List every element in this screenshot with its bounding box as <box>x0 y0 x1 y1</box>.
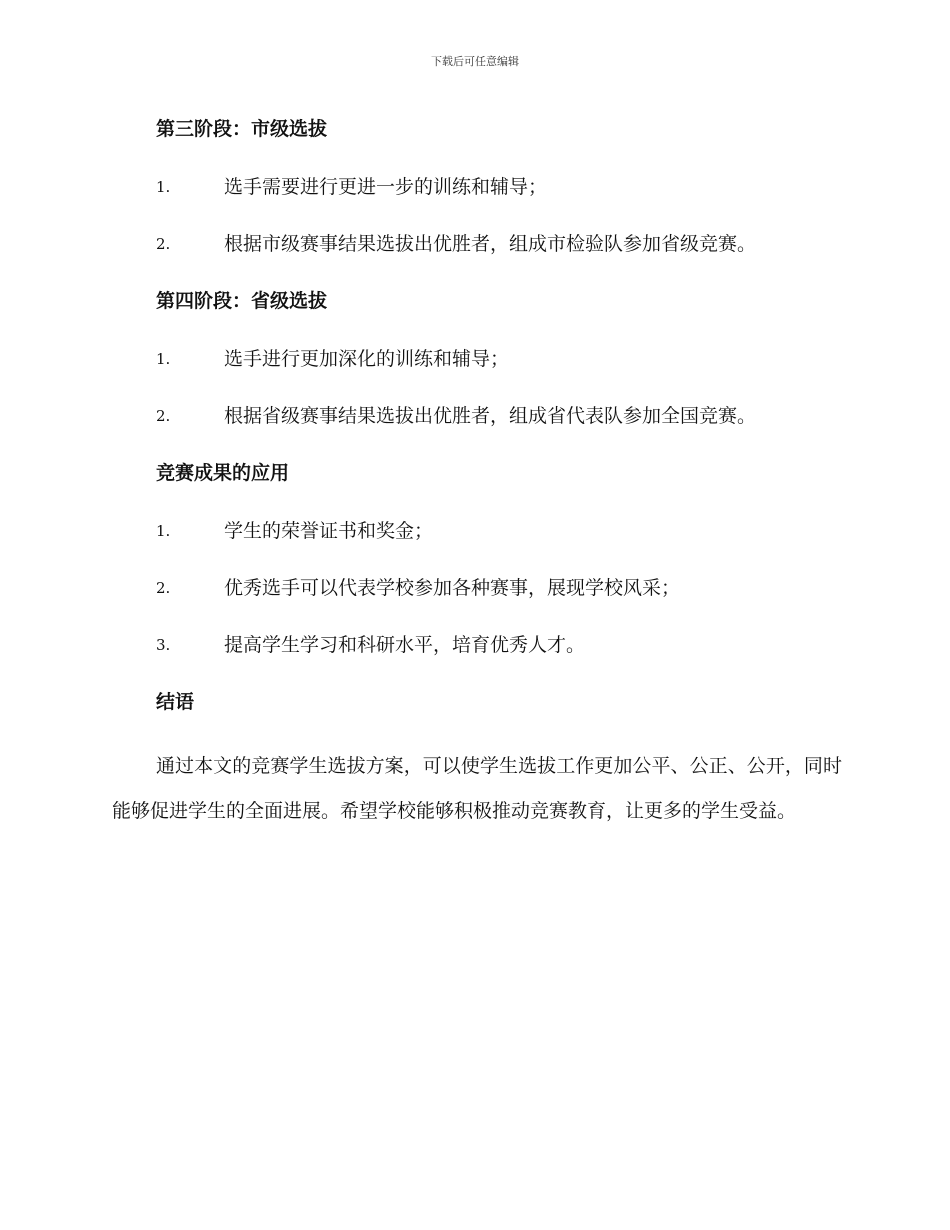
section-heading-stage3: 第三阶段：市级选拔 <box>156 118 328 140</box>
list-text: 根据省级赛事结果选拔出优胜者，组成省代表队参加全国竞赛。 <box>224 405 757 427</box>
list-text: 选手需要进行更进一步的训练和辅导； <box>224 176 548 198</box>
list-number: 2. <box>156 579 171 597</box>
list-number: 1. <box>156 522 171 540</box>
list-item <box>156 574 856 602</box>
list-item <box>156 517 856 545</box>
list-item <box>156 230 856 258</box>
list-text: 根据市级赛事结果选拔出优胜者，组成市检验队参加省级竞赛。 <box>224 233 757 255</box>
list-text: 提高学生学习和科研水平，培育优秀人才。 <box>224 634 586 656</box>
list-text: 选手进行更加深化的训练和辅导； <box>224 348 510 370</box>
list-text: 优秀选手可以代表学校参加各种赛事，展现学校风采； <box>224 577 681 599</box>
list-number: 1. <box>156 178 171 196</box>
list-item <box>156 345 856 373</box>
conclusion-paragraph: 通过本文的竞赛学生选拔方案，可以使学生选拔工作更加公平、公正、公开，同时能够促进学生的全面进展。希望学校能够积极推动竞赛教育，让更多的学生受益。 <box>112 755 842 822</box>
list-item <box>156 173 856 201</box>
list-text: 学生的荣誉证书和奖金； <box>224 520 434 542</box>
list-item <box>156 631 856 659</box>
list-number: 1. <box>156 350 171 368</box>
list-item <box>156 402 856 430</box>
list-number: 2. <box>156 235 171 253</box>
list-number: 2. <box>156 407 171 425</box>
section-heading-conclusion: 结语 <box>156 691 195 713</box>
list-number: 3. <box>156 636 171 654</box>
section-heading-stage4: 第四阶段：省级选拔 <box>156 290 328 312</box>
section-heading-application: 竞赛成果的应用 <box>156 462 290 484</box>
page-header: 下载后可任意编辑 <box>431 55 519 68</box>
